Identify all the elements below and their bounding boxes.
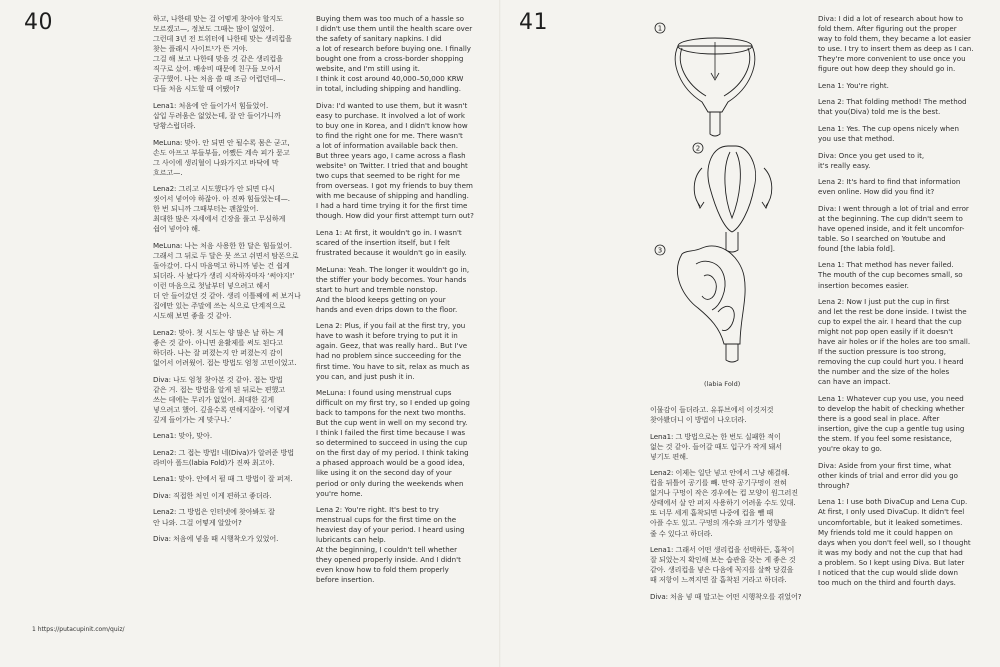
left-column-english: [316, 14, 481, 662]
left-column-korean: [153, 14, 303, 654]
paragraph: Lena 1: At first, it wouldn't go in. I wasn't scared of the insertion itself, but I felt frustrated because it wouldn't go in easily.: [316, 227, 467, 258]
right-column-english: [818, 14, 986, 662]
paragraph: Lena 1: Yes. The cup opens nicely when you use that method.: [818, 123, 959, 143]
paragraph: Diva: 처음에 넣을 때 시행착오가 있었어.: [153, 534, 279, 544]
page-gutter: [499, 0, 501, 667]
paragraph: Diva: I went through a lot of trial and error at the beginning. The cup didn't seem to have opened inside, and it felt uncomfor- table. So I searched on Youtube and found [the labia fold].: [818, 203, 969, 253]
paragraph: MeLuna: I found using menstrual cups difficult on my first try, so I ended up going back to tampons for the next two months. But the cup went in well on my second try. I think I failed the first time because I was so determined to succeed in using the cup on the first day of my period. I think taking a phased approach would be a good idea, like using it on the second day of your period or only during the weekends when you're home.: [316, 388, 470, 498]
paragraph: Lena 1: That method has never failed. The mouth of the cup becomes small, so insertion becomes easier.: [818, 260, 963, 290]
paragraph: Lena 1: I use both DivaCup and Lena Cup. At first, I only used DivaCup. It didn't feel uncomfortable, but it leaked sometimes. My friends told me it could happen on days when you don't feel well, so I thought it was my body and not the cup that had a problem. So I kept using Diva. But later I noticed that the cup would slide down too much on the third and fourth days.: [818, 497, 971, 587]
paragraph: Lena 2: Plus, if you fail at the first try, you have to wash it before trying to put it in again. Geez, that was really hard.. But I've had no problem since succeeding for the first time. You have to sit, relax as much as you can, and just push it in.: [316, 321, 470, 381]
paragraph: Diva: 처음 넣 때 말고는 어떤 시행착오를 겪었어?: [650, 591, 802, 601]
paragraph: Lena1: 처음에 안 들어가서 힘들었어. 삽입 두려움은 없었는데, 잘 안 들어가니까 당황스럽더라.: [153, 100, 281, 130]
paragraph: Lena2: 그 방법은 인터넷에 찾아봐도 잘 안 나와. 그걸 어떻게 알았어?: [153, 507, 275, 527]
step-2-cup-folded: [694, 146, 772, 252]
paragraph: Lena1: 맞아. 안에서 펄 때 그 방법이 잘 퍼져.: [153, 474, 293, 484]
paragraph: Lena 1: Whatever cup you use, you need to develop the habit of checking whether there is a good seal in place. After insertion, give the cup a gentle tug using the stem. If you feel some resistance, you're okay to go.: [818, 394, 965, 454]
paragraph: Diva: 나도 엄청 찾아본 것 같아. 접는 방법 같은 거. 접는 방법을 알게 된 뒤로는 편했고 쓰는 데에는 무리가 없었어. 최대한 깊게 넣으려고 했어. 깊을수록 편해지잖아. ‘이렇게 깊게 들어가는 게 맞구나.’: [153, 374, 290, 424]
paragraph: Lena1: 그래서 어떤 생리컵을 선택하든, 흡착이 잘 되었는지 확인해 보는 습관을 갖는 게 좋은 것 같아. 생리컵을 넣은 다음에 꼭지를 살짝 당겼을 때 저항이 느껴지면 잘 흡착된 거라고 하더라.: [650, 545, 796, 585]
step-1-number: 1: [657, 24, 663, 33]
page-number-right: 41: [519, 10, 548, 35]
paragraph: MeLuna: 맞아. 안 되면 안 될수록 몸은 굳고, 손도 아프고 부들부들, 어쨌든 계속 피가 묻고 그 사이에 생리혈이 나와가지고 바닥에 막 흐르고—.: [153, 137, 290, 177]
paragraph: Diva: I'd wanted to use them, but it wasn't easy to purchase. It involved a lot of work to buy one in Korea, and I didn't know how to find the right one for me. There wasn't a lot of information available back then. But three years ago, I came across a flash website¹ on Twitter. I tried that and bought two cups that seemed to be right for me from overseas. I got my friends to buy them with me because of shipping and handling. I had a hard time trying it for the first time though. How did your first attempt turn out?: [316, 100, 474, 221]
paragraph: Lena1: 맞아, 맞아.: [153, 431, 212, 441]
paragraph: Lena 2: You're right. It's best to try menstrual cups for the first time on the heaviest day of your period. I heard using lubricants can help. At the beginning, I couldn't tell whether they opened properly inside. And I didn't even know how to fold them properly before insertion.: [316, 505, 465, 585]
paragraph: 이물감이 들더라고. 유튜브에서 이것저것 찾아봤더니 이 방법이 나오더라.: [650, 405, 774, 425]
paragraph: Diva: I did a lot of research about how to fold them. After figuring out the proper way to fold them, they became a lot easier to use. I try to insert them as deep as I can. They're more convenient to use once you figure out how deep they should go in.: [818, 14, 974, 74]
illustration-caption: (labia Fold): [704, 380, 741, 388]
paragraph: Lena1: 그 방법으로는 한 번도 실패한 적이 없는 것 같아. 들어갈 때도 입구가 작게 돼서 넣기도 편해.: [650, 431, 783, 461]
footnote: [32, 626, 125, 633]
step-3-number: 3: [657, 246, 663, 255]
paragraph: Lena2: 이제는 일단 넣고 안에서 그냥 해결해. 컵을 뒤틀어 공기를 빼. 만약 공기구멍이 전혀 없거나 구멍이 작은 경우에는 컵 모양이 원그러진 상태에서 살 안 퍼저 사용하기 어려울 수도 있대. 또 너무 세게 흡착되면 나중에 컵을 뺄 때 아플 수도 있고. 구멍의 개수와 크기가 영향을 줄 수 있다고 하더라.: [650, 468, 798, 538]
paragraph: Lena2: 그리고 시도했다가 안 되면 다시 씻어서 넣어야 하잖아. 아 진짜 힘들었는데—. 한 번 되니까 그때부터는 괜찮았어. 최대한 많은 자세에서 긴장을 풀고 무심하게 쉽어 넣어야 해.: [153, 184, 290, 234]
step-1-cup-open: [675, 38, 754, 136]
paragraph: Lena2: 그 접는 방법! 네(Diva)가 알려준 방법 라비아 폴드(labia Fold)가 진짜 최고야.: [153, 447, 294, 467]
paragraph: Diva: Aside from your first time, what other kinds of trial and error did you go through?: [818, 460, 958, 490]
paragraph: Lena2: 맞아. 첫 시도는 양 많은 날 하는 게 좋은 것 같아. 아니면 윤활제를 써도 된다고 하더라. 나는 잘 퍼졌는지 안 퍼졌는지 감이 없어서 어려웠어. 접는 방법도 엄청 고민이었고.: [153, 327, 297, 367]
step-2-number: 2: [695, 144, 701, 153]
paragraph: 하고, 나한테 맞는 걸 어떻게 찾아야 할지도 모르겠고—, 정보도 그때는 많이 없었어. 그런데 3년 전 트위터에 나한테 맞는 생리컵을 찾는 플래시 사이트¹가 뜬 거야. 그걸 해 보고 나한테 맞을 것 같은 생리컵을 직구로 샀어. 배송비 때문에 친구들 모아서 공구했어. 나는 처음 쓸 때 조금 어렵던데—. 다들 처음 시도할 때 어땠어?: [153, 14, 292, 94]
paragraph: Lena 2: Now I just put the cup in first and let the rest be done inside. I twist the cup to expel the air. I heard that the cup might not pop open easily if it doesn't have air holes or if the holes are too small. If the suction pressure is too strong, removing the cup could hurt you. I heard the number and the size of the holes can have an impact.: [818, 297, 971, 387]
paragraph: Buying them was too much of a hassle so I didn't use them until the health scare over the safety of sanitary napkins. I did a lot of research before buying one. I finally bought one from a cross-border shopping website, and I'm still using it. I think it cost around 40,000–50,000 KRW in total, including shipping and handling.: [316, 14, 473, 94]
paragraph: Diva: 직접한 처인 이게 편하고 좋더라.: [153, 490, 272, 500]
paragraph: Lena 2: It's hard to find that information even online. How did you find it?: [818, 177, 961, 197]
paragraph: Lena 2: That folding method! The method that you(Diva) told me is the best.: [818, 97, 967, 117]
page-number-left: 40: [24, 10, 53, 35]
paragraph: Lena 1: You're right.: [818, 80, 889, 90]
paragraph: MeLuna: 나는 처음 사용한 한 달은 힘들었어. 그래서 그 뒤로 두 달은 못 쓰고 쉬면서 탐폰으로 돌아갔어. 다시 마음먹고 하니까 넣는 건 쉽게 되더라. 사 놨다가 생리 시작하자마자 ‘써야지!’ 이런 마음으로 첫날부터 넣으려고 해서 더 안 들어갔던 것 같아. 생리 이틀째에 써 보거나 집에만 있는 주말에 쓰는 식으로 단계적으로 시도해 보면 좋을 것 같아.: [153, 240, 301, 321]
footnote-url[interactable]: https://putacupinit.com/quiz/: [37, 626, 125, 633]
paragraph: Diva: Once you get used to it, it's really easy.: [818, 150, 925, 170]
step-3-cup-labia-fold: [677, 246, 745, 362]
paragraph: MeLuna: Yeah. The longer it wouldn't go in, the stiffer your body becomes. Your hands start to hurt and tremble nonstop. And the blood keeps getting on your hands and even drips down to the floor.: [316, 264, 470, 314]
right-column-korean: [650, 405, 812, 660]
labia-fold-illustration: [640, 18, 790, 398]
footnote-number: 1: [32, 626, 36, 633]
